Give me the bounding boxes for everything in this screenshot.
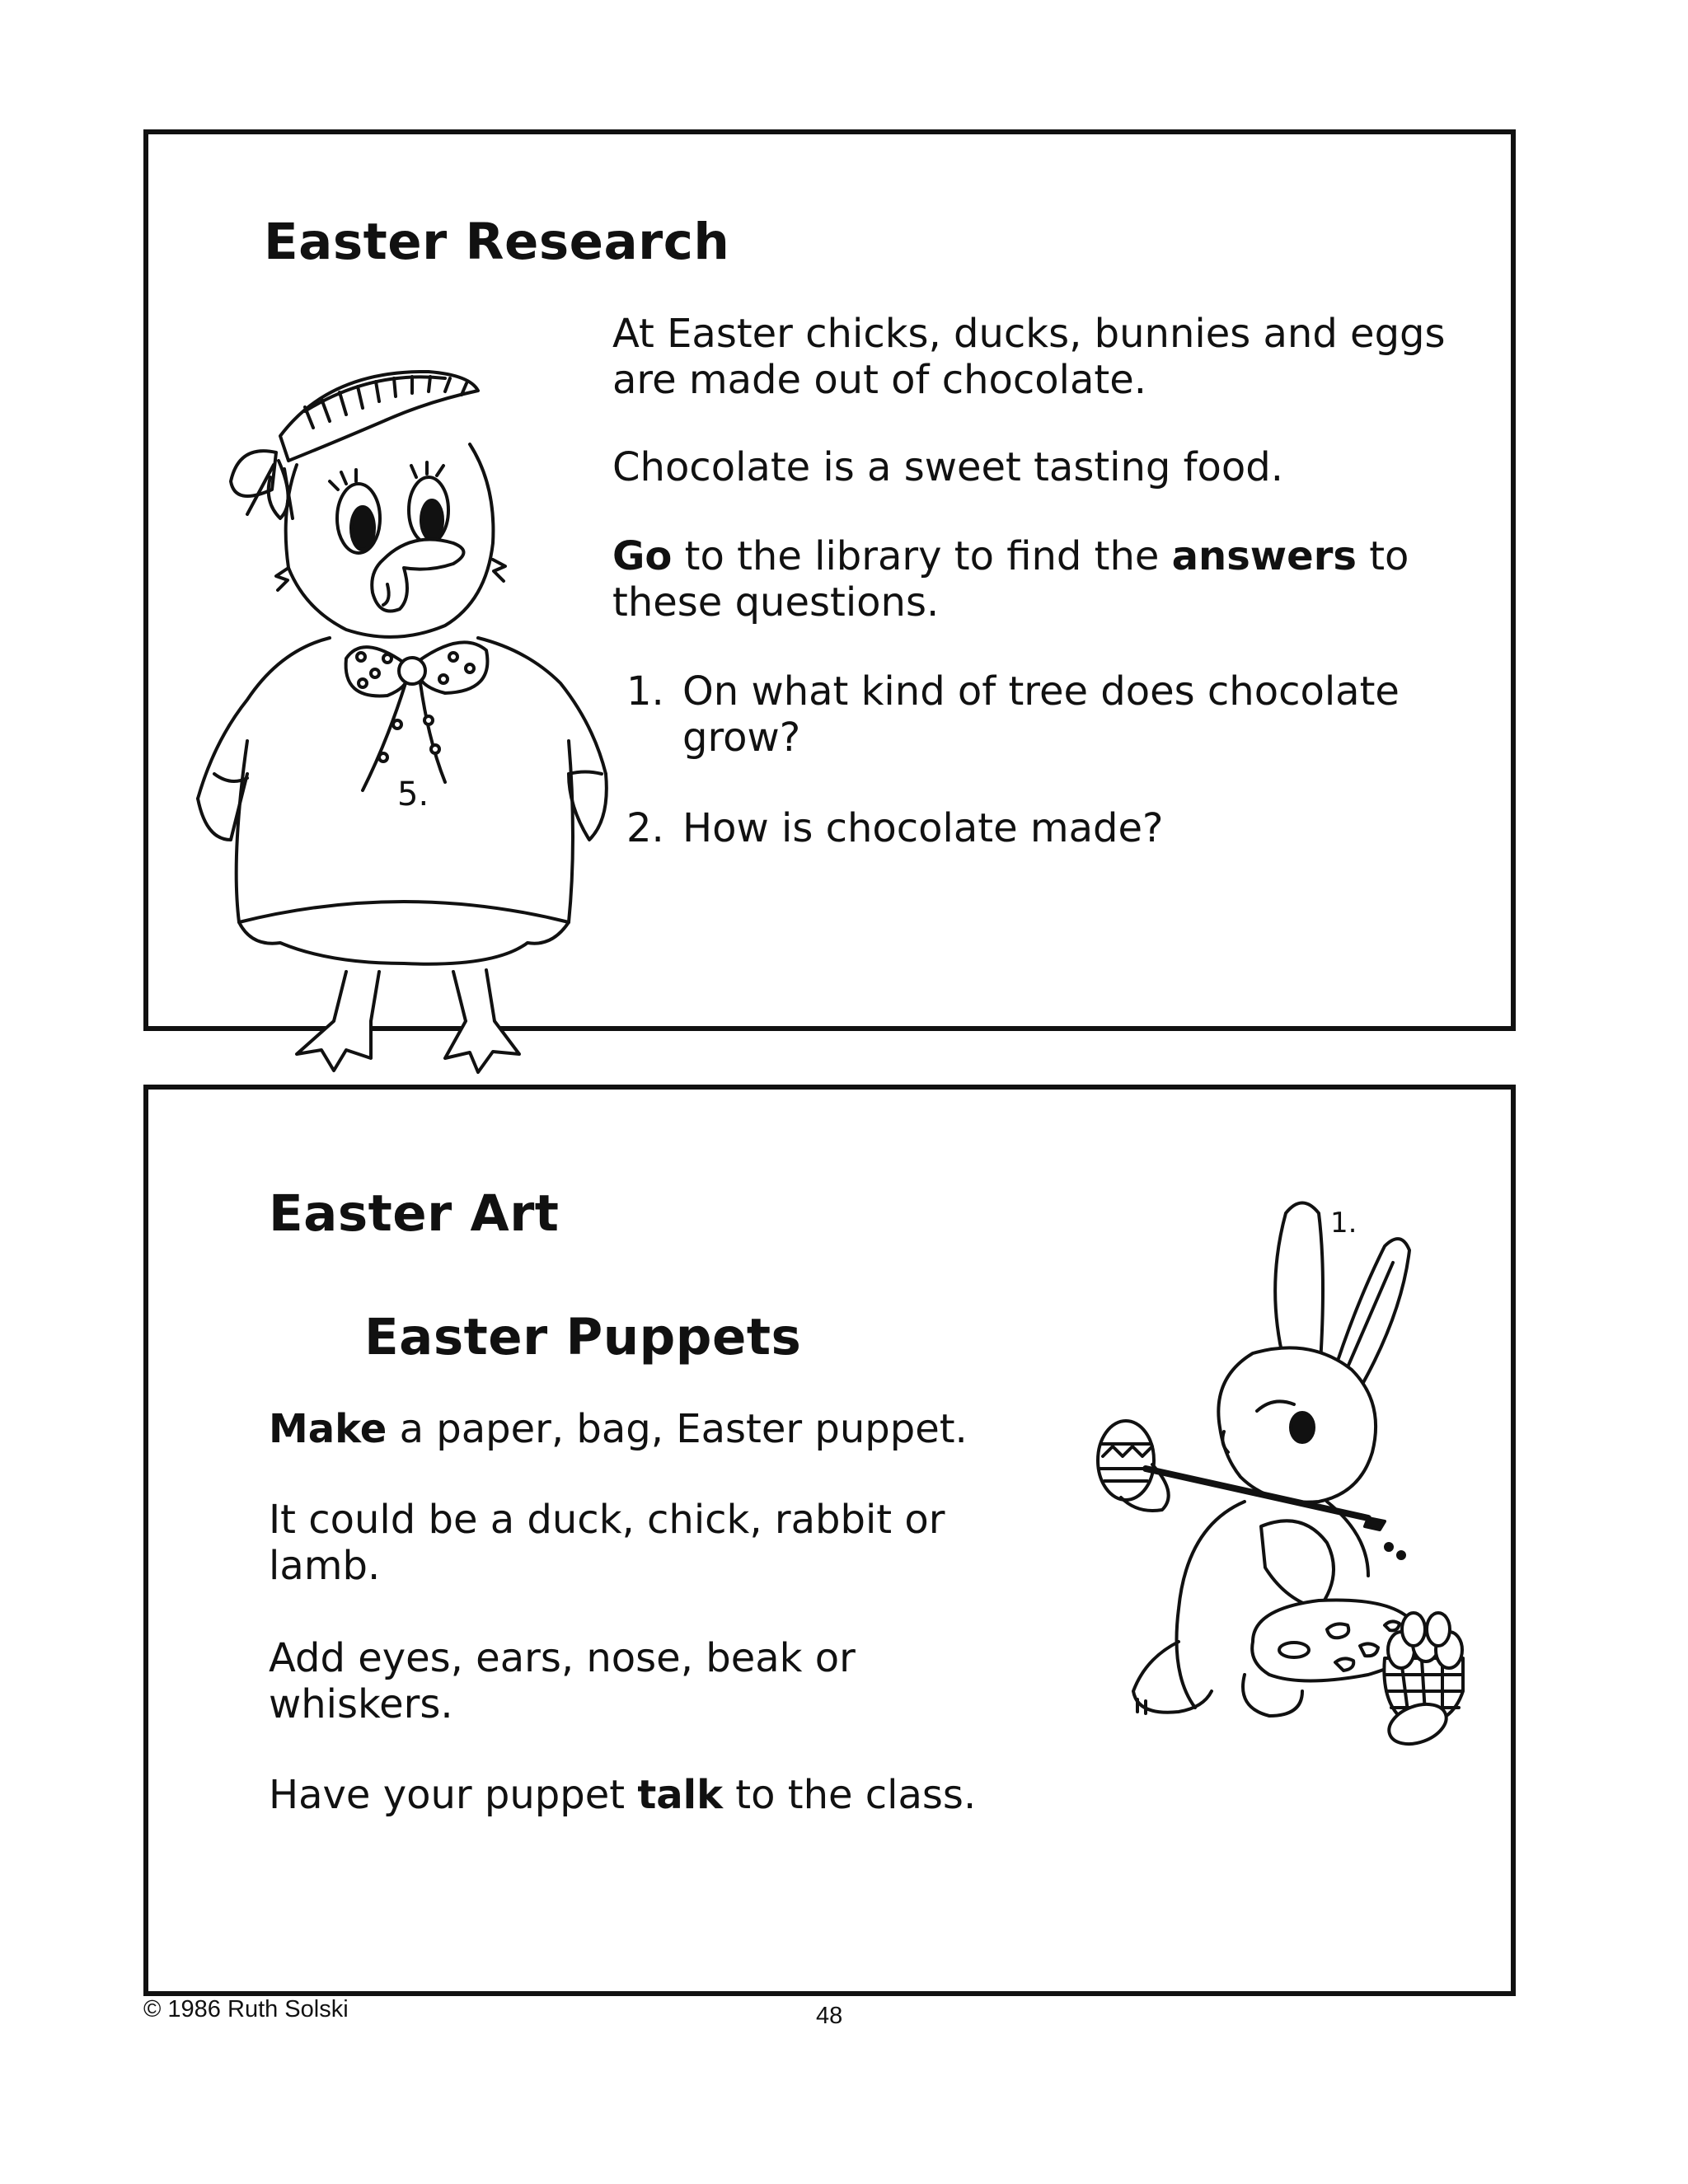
art-paragraph-make-puppet bbox=[269, 1406, 1093, 1452]
questions-text: to these questions. bbox=[612, 533, 1409, 626]
easter-art-title: Easter Art bbox=[269, 1184, 560, 1243]
question-2-text: How is chocolate made? bbox=[682, 805, 1164, 851]
research-paragraph-sweet-food: Chocolate is a sweet tasting food. bbox=[612, 444, 1284, 490]
art-paragraph-talk bbox=[269, 1772, 1093, 1818]
easter-art-card bbox=[143, 1085, 1516, 1996]
page-number: 48 bbox=[816, 2003, 843, 2029]
copyright-notice: © 1986 Ruth Solski bbox=[143, 1996, 349, 2022]
duck-number-label: 5. bbox=[397, 776, 429, 813]
talk-end-text: to the class. bbox=[723, 1772, 977, 1818]
easter-research-title: Easter Research bbox=[264, 213, 730, 271]
easter-research-card bbox=[143, 129, 1516, 1031]
answers-word: answers bbox=[1171, 533, 1357, 579]
art-paragraph-add-features: Add eyes, ears, nose, beak or whiskers. bbox=[269, 1635, 856, 1727]
research-paragraph-chocolate-shapes: At Easter chicks, ducks, bunnies and eggs are made out of chocolate. bbox=[612, 311, 1446, 403]
duck-illustration bbox=[181, 312, 626, 972]
art-paragraph-animal-choice: It could be a duck, chick, rabbit or lamb. bbox=[269, 1497, 945, 1589]
research-paragraph-library bbox=[612, 533, 1437, 626]
bunny-number-label: 1. bbox=[1330, 1207, 1357, 1240]
talk-word: talk bbox=[637, 1772, 724, 1818]
make-rest-text: a paper, bag, Easter puppet. bbox=[387, 1406, 968, 1452]
make-word: Make bbox=[269, 1406, 387, 1452]
question-1-text: On what kind of tree does chocolate grow? bbox=[682, 668, 1400, 761]
library-text: to the library to find the bbox=[672, 533, 1172, 579]
question-1-number: 1. bbox=[626, 668, 664, 715]
bunny-painter-illustration bbox=[1055, 1180, 1467, 1724]
easter-puppets-subtitle: Easter Puppets bbox=[364, 1308, 802, 1366]
talk-start-text: Have your puppet bbox=[269, 1772, 638, 1818]
question-2-number: 2. bbox=[626, 805, 664, 851]
go-word: Go bbox=[612, 533, 673, 579]
